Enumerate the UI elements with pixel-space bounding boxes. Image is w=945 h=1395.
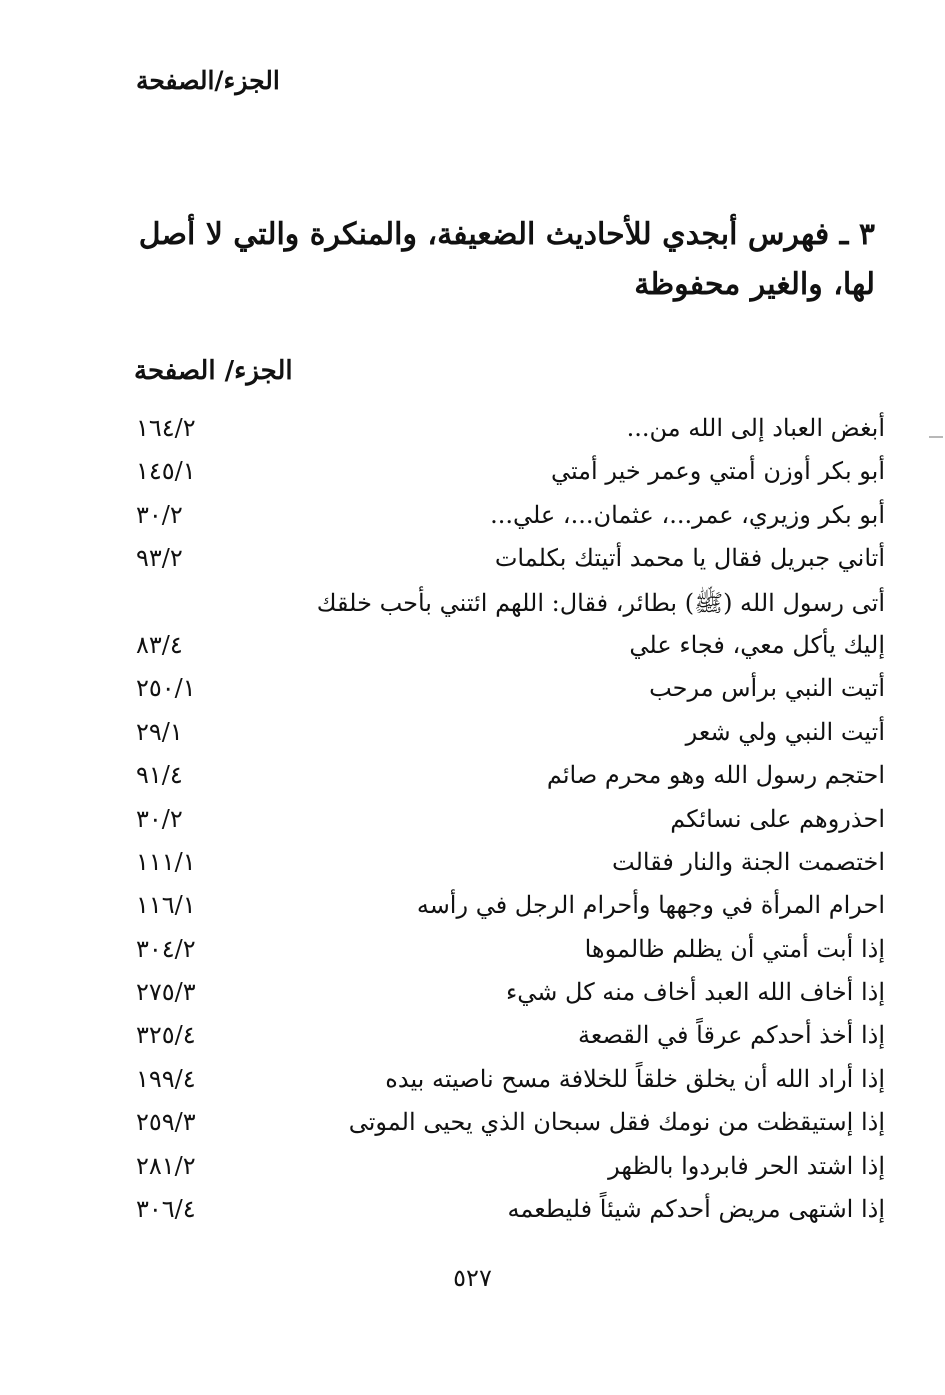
- column-header: الجزء/ الصفحة: [134, 356, 293, 386]
- entry-reference: ١٦٤/٢: [136, 414, 196, 442]
- entry-text: إذا أخاف الله العبد أخاف منه كل شيء: [506, 978, 885, 1007]
- section-title: ٣ ـ فهرس أبجدي للأحاديث الضعيفة، والمنكرة والتي لا أصل لها، والغير محفوظة: [138, 217, 875, 302]
- entry-reference: ٣٠٦/٤: [136, 1195, 196, 1224]
- entry-reference: ٣٠/٢: [136, 500, 183, 529]
- index-entry: [130, 974, 885, 1017]
- entry-reference: ١١٦/١: [136, 891, 196, 920]
- index-entry: [130, 627, 885, 670]
- entry-reference: ٣٠/٢: [136, 804, 183, 833]
- entry-text: أتيت النبي ولي شعر: [685, 717, 885, 746]
- index-entry: [130, 584, 885, 627]
- index-entry: [130, 801, 885, 844]
- entry-reference: ٢٥٠/١: [136, 674, 196, 703]
- entry-reference: ٣٢٥/٤: [136, 1021, 196, 1050]
- entry-reference: ٢٨١/٢: [136, 1151, 196, 1180]
- entry-reference: ١٩٩/٤: [136, 1064, 196, 1093]
- index-entry: [130, 670, 885, 713]
- entry-text: إذا اشتهى مريض أحدكم شيئاً فليطعمه: [507, 1195, 885, 1224]
- index-entry: [130, 757, 885, 800]
- entry-text: إذا أخذ أحدكم عرقاً في القصعة: [578, 1021, 885, 1050]
- entry-text: احتجم رسول الله وهو محرم صائم: [546, 761, 885, 790]
- entry-text: اختصمت الجنة والنار فقالت: [612, 847, 885, 876]
- entry-reference: ٣٠٤/٢: [136, 934, 196, 963]
- index-entry: [130, 1104, 885, 1147]
- index-entry: [130, 931, 885, 974]
- entry-text: أتيت النبي برأس مرحب: [649, 674, 885, 703]
- page-number: ٥٢٧: [453, 1264, 492, 1292]
- running-header: الجزء/الصفحة: [136, 66, 280, 95]
- entry-reference: ٩٣/٢: [136, 544, 183, 573]
- index-entry: [130, 497, 885, 540]
- entry-reference: ٨٣/٤: [136, 630, 183, 659]
- index-entry: [130, 844, 885, 887]
- index-entry: [130, 1061, 885, 1104]
- entry-text: إذا اشتد الحر فابردوا بالظهر: [608, 1151, 885, 1180]
- index-entry: [130, 453, 885, 496]
- index-entry: [130, 1017, 885, 1060]
- entry-text: أتى رسول الله (ﷺ) بطائر، فقال: اللهم ائتني بأحب خلقك: [316, 588, 885, 617]
- index-entry: [130, 714, 885, 757]
- index-entry: [130, 887, 885, 930]
- index-entry: [130, 1148, 885, 1191]
- entry-text: أتاني جبريل فقال يا محمد أتيتك بكلمات: [494, 544, 885, 573]
- entry-reference: ٢٧٥/٣: [136, 978, 196, 1007]
- scan-edge-mark: [929, 436, 943, 438]
- index-entry: [130, 410, 885, 453]
- entry-reference: ١٤٥/١: [136, 457, 196, 486]
- entry-reference: ١١١/١: [136, 847, 196, 876]
- entry-reference: ٢٥٩/٣: [136, 1108, 196, 1137]
- entry-text: احرام المرأة في وجهها وأحرام الرجل في رأسه: [416, 891, 885, 920]
- entry-text: إذا أراد الله أن يخلق خلقاً للخلافة مسح ناصيته بيده: [385, 1064, 885, 1093]
- entry-text: أبو بكر أوزن أمتي وعمر خير أمتي: [550, 457, 885, 486]
- index-entries: [130, 410, 885, 1234]
- entry-text: أبو بكر وزيري، عمر...، عثمان...، علي...: [490, 500, 885, 529]
- entry-reference: ٢٩/١: [136, 717, 183, 746]
- entry-text: إذا إستيقظت من نومك فقل سبحان الذي يحيى الموتى: [348, 1108, 885, 1137]
- entry-reference: ٩١/٤: [136, 761, 183, 790]
- entry-text: إذا أبت أمتي أن يظلم ظالموها: [584, 934, 885, 963]
- entry-text: إليك يأكل معي، فجاء علي: [629, 630, 885, 659]
- entry-text: احذروهم على نسائكم: [670, 804, 885, 833]
- index-entry: [130, 1191, 885, 1234]
- index-entry: [130, 540, 885, 583]
- entry-text: أبغض العباد إلى الله من...: [626, 414, 885, 442]
